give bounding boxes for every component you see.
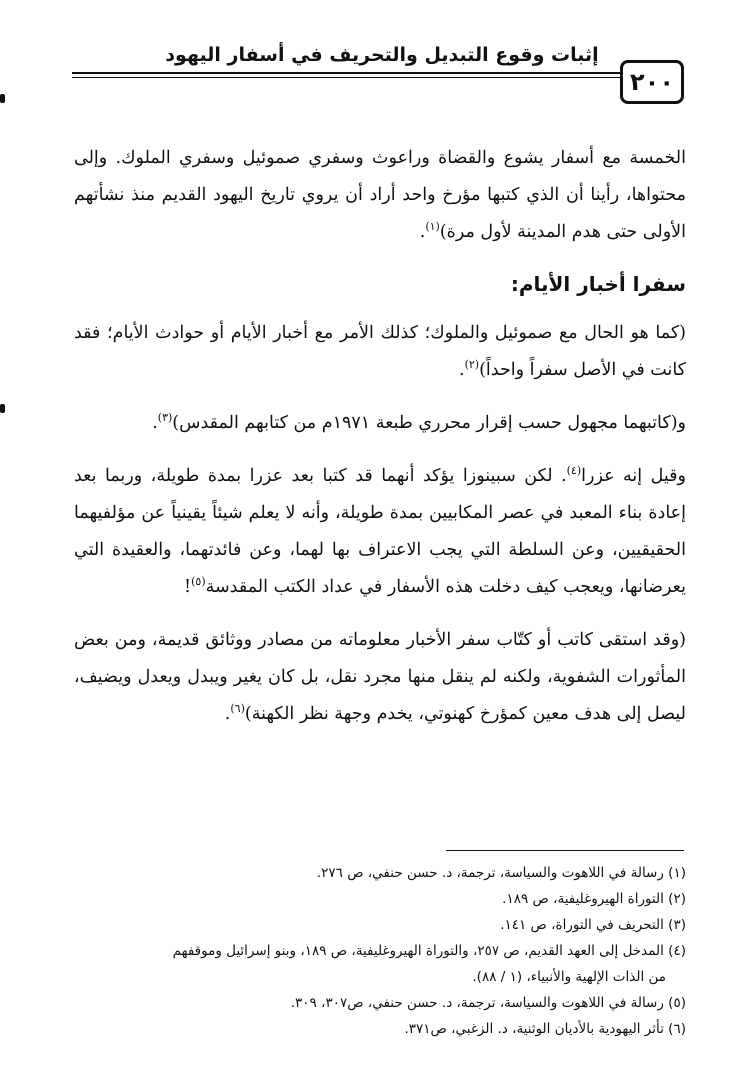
footnote: (٥) رسالة في اللاهوت والسياسة، ترجمة، د. حسن حنفي، ص٣٠٧، ٣٠٩. [290, 995, 686, 1011]
footnotes [74, 860, 686, 1042]
header-rule [72, 72, 684, 74]
paragraph-text: (كما هو الحال مع صموئيل والملوك؛ كذلك الأمر مع أخبار الأيام أو حوادث الأيام؛ فقد كانت في الأصل سفراً واحداً) [74, 323, 686, 380]
header-rule [72, 77, 684, 78]
footnote: (٦) تأثر اليهودية بالأديان الوثنية، د. الزغبي، ص٣٧١. [404, 1021, 686, 1037]
punctuation: ! [184, 577, 192, 597]
footnote: (١) رسالة في اللاهوت والسياسة، ترجمة، د. حسن حنفي، ص ٢٧٦. [316, 865, 686, 881]
footnote-ref: (٣) [157, 411, 173, 425]
page-number: ٢٠٠ [620, 60, 684, 104]
main-text [74, 140, 686, 749]
footnote: (٣) التحريف في التوراة، ص ١٤١. [500, 917, 686, 933]
footnote-ref: (١) [425, 220, 440, 234]
paragraph-text: وقيل إنه عزرا [581, 466, 686, 486]
footnote-ref: (٦) [230, 702, 245, 716]
section-heading: سفرا أخبار الأيام: [510, 272, 686, 296]
punctuation: . [224, 704, 231, 724]
page-header [72, 38, 684, 104]
paragraph-text: و(كاتبهما مجهول حسب إقرار محرري طبعة ١٩٧١م من كتابهم المقدس) [172, 413, 686, 433]
paragraph [74, 140, 686, 251]
paragraph-text: الخمسة مع أسفار يشوع والقضاة وراعوث وسفري صموئيل وسفري الملوك. وإلى محتواها، رأينا أن الذي كتبها مؤرخ واحد أراد أن يروي تاريخ اليهود القديم منذ نشأتهم الأولى حتى هدم المدينة لأول مرة) [74, 148, 686, 242]
footnote-continuation-text: من الذات الإلهية والأنبياء، (١ / ٨٨). [472, 969, 666, 985]
paragraph-text: (وقد استقى كاتب أو كتّاب سفر الأخبار معلوماته من مصادر ووثائق قديمة، ومن بعض المأثورات الشفوية، ولكنه لم ينقل منها مجرد نقل، بل كان يغير ويبدل ويعدل ويضيف، ليصل إلى هدف معين كمؤرخ كهنوتي، يخدم وجهة نظر الكهنة) [74, 630, 686, 724]
scan-margin-mark [0, 94, 5, 103]
paragraph [74, 315, 686, 389]
paragraph-text: . لكن سبينوزا يؤكد أنهما قد كتبا بعد عزرا بمدة طويلة، وربما بعد إعادة بناء المعبد في عصر المكابيين بمدة طويلة، وأنه لا يعلم شيئاً يقينياً عن مؤلفيهما الحقيقيين، وعن السلطة التي يجب الاعتراف بها لهما، وعن فائدتهما، والعقيدة التي يعرضانها، ويعجب كيف دخلت هذه الأسفار في عداد الكتب المقدسة [74, 466, 686, 597]
paragraph [74, 458, 686, 606]
punctuation: . [419, 222, 426, 242]
paragraph [74, 405, 686, 442]
punctuation: . [458, 360, 465, 380]
punctuation: . [152, 413, 158, 433]
paragraph [74, 622, 686, 733]
footnote-ref: (٢) [464, 358, 480, 372]
footnote-ref: (٥) [191, 575, 206, 589]
scan-margin-mark [0, 404, 5, 413]
footnote: (٤) المدخل إلى العهد القديم، ص ٢٥٧، والتوراة الهيروغليفية، ص ١٨٩، وبنو إسرائيل وموقفهم [172, 943, 686, 959]
running-title: إثبات وقوع التبديل والتحريف في أسفار اليهود [165, 44, 599, 66]
footnote-continuation [74, 964, 686, 990]
footnote-ref: (٤) [566, 464, 582, 478]
footnote-separator [446, 850, 684, 851]
footnote: (٢) التوراة الهيروغليفية، ص ١٨٩. [502, 891, 686, 907]
